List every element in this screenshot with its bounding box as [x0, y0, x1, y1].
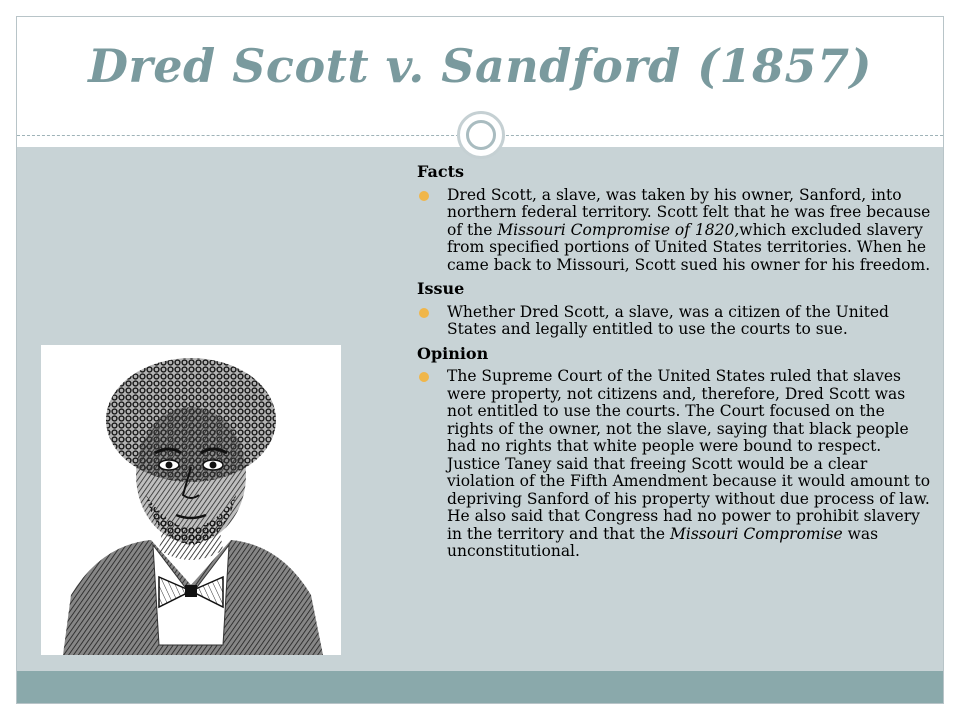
slide	[16, 16, 944, 704]
content-text	[417, 163, 935, 567]
opinion-text-part2: was unconstitutional.	[447, 524, 879, 560]
opinion-heading: Opinion	[417, 343, 489, 363]
opinion-text-part1: The Supreme Court of the United States ruled that slaves were property, not citizens and, therefore, Dred Scott was not entitled to use the courts. The Court focused on the rights of the owner, not the slave, saying that black people had no rights that white people were bound to respect. Justice Taney said that freeing Scott would be a clear violation of the Fifth Amendment because it would amount to depriving Sanford of his property without due process of law. He also said that Congress had no power to prohibit slavery in the territory and that the	[447, 367, 931, 543]
issue-text: Whether Dred Scott, a slave, was a citizen of the United States and legally entitled to use the courts to sue.	[447, 302, 889, 338]
issue-heading: Issue	[417, 279, 465, 298]
facts-heading: Facts	[417, 162, 464, 181]
circle-ornament-inner	[466, 120, 496, 150]
facts-text-part2: which excluded slavery from specified portions of United States territories. When he came back to Missouri, Scott sued his owner for his freedom.	[447, 220, 931, 274]
footer-band	[17, 671, 943, 704]
issue-bullet	[417, 304, 935, 339]
opinion-text-italic: Missouri Compromise	[670, 524, 843, 543]
portrait-image	[41, 345, 341, 655]
facts-text-italic: Missouri Compromise of 1820,	[497, 220, 740, 239]
slide-title: Dred Scott v. Sandford (1857)	[88, 39, 872, 93]
portrait-engraving-icon	[41, 345, 341, 655]
opinion-bullet	[417, 368, 935, 561]
circle-ornament-icon	[457, 111, 505, 159]
facts-text-part1: Dred Scott, a slave, was taken by his owner, Sanford, into northern federal territory. Scott felt that he was free because of the	[447, 185, 931, 239]
facts-bullet	[417, 187, 935, 275]
